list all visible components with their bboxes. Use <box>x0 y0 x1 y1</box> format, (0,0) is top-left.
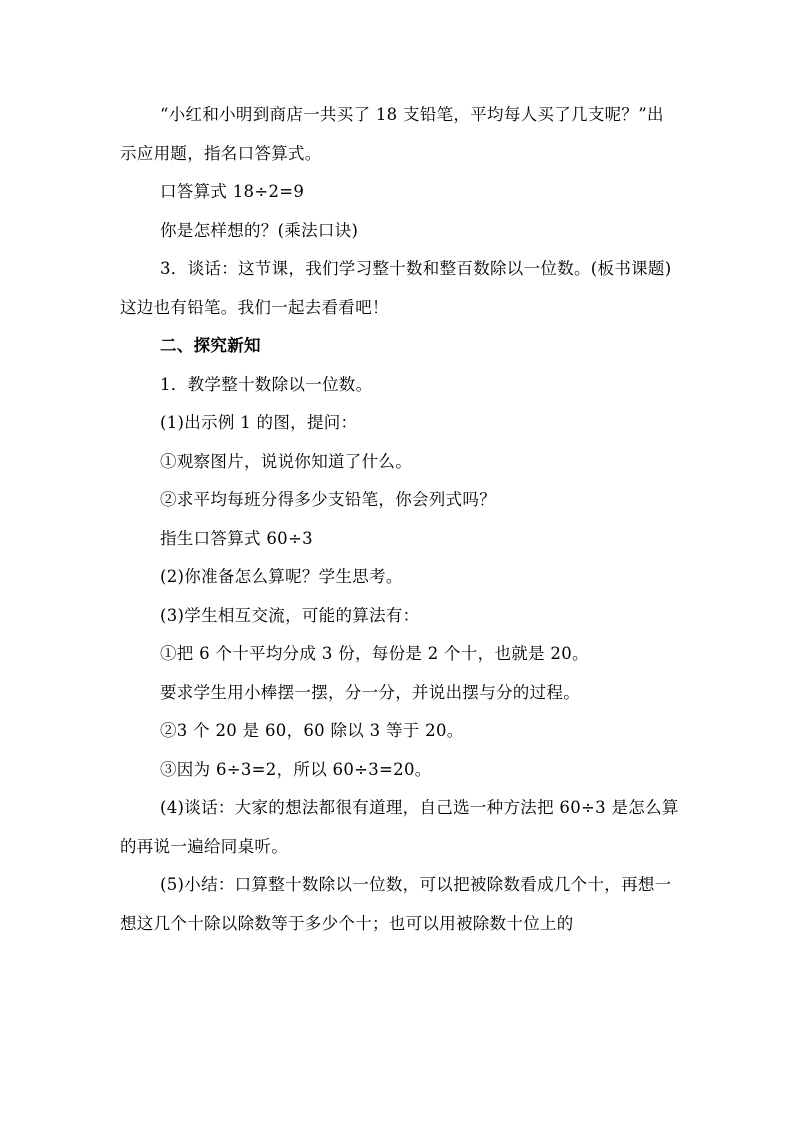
paragraph-average-pencils: ②求平均每班分得多少支铅笔，你会列式吗？ <box>160 490 496 509</box>
paragraph-intro-question: “小红和小明到商店一共买了 18 支铅笔，平均每人买了几支呢？”出示应用题，指名口答算式。 <box>120 105 664 163</box>
paragraph-exchange: (3)学生相互交流，可能的算法有： <box>160 605 420 625</box>
paragraph-how-compute: (2)你准备怎么算呢？学生思考。 <box>160 567 403 586</box>
paragraph-oral-formula: 指生口答算式 60÷3 <box>160 528 313 548</box>
section-heading-explore: 二、探究新知 <box>160 336 261 355</box>
paragraph-answer-formula: 口答算式 18÷2=9 <box>160 182 305 201</box>
paragraph-talk-methods: (4)谈话：大家的想法都很有道理，自己选一种方法把 60÷3 是怎么算的再说一遍给同桌听。 <box>120 798 679 856</box>
paragraph-method-two: ②3 个 20 是 60，60 除以 3 等于 20。 <box>160 721 464 740</box>
paragraph-talk-intro: 3．谈话：这节课，我们学习整十数和整百数除以一位数。(板书课题)这边也有铅笔。我们一起去看看吧！ <box>120 259 672 317</box>
paragraph-show-example: (1)出示例 1 的图，提问： <box>160 413 358 432</box>
paragraph-summary: (5)小结：口算整十数除以一位数，可以把被除数看成几个十，再想一想这几个十除以除数等于多少个十；也可以用被除数十位上的 <box>120 875 672 933</box>
paragraph-observe-picture: ①观察图片，说说你知道了什么。 <box>160 451 412 471</box>
paragraph-how-think: 你是怎样想的？(乘法口诀) <box>160 220 359 240</box>
paragraph-method-three: ③因为 6÷3=2，所以 60÷3=20。 <box>160 759 432 779</box>
document-page <box>120 96 680 943</box>
paragraph-method-one: ①把 6 个十平均分成 3 份，每份是 2 个十，也就是 20。 <box>160 644 589 663</box>
paragraph-teach-tens: 1．教学整十数除以一位数。 <box>160 374 373 394</box>
paragraph-sticks: 要求学生用小棒摆一摆，分一分，并说出摆与分的过程。 <box>160 682 580 702</box>
